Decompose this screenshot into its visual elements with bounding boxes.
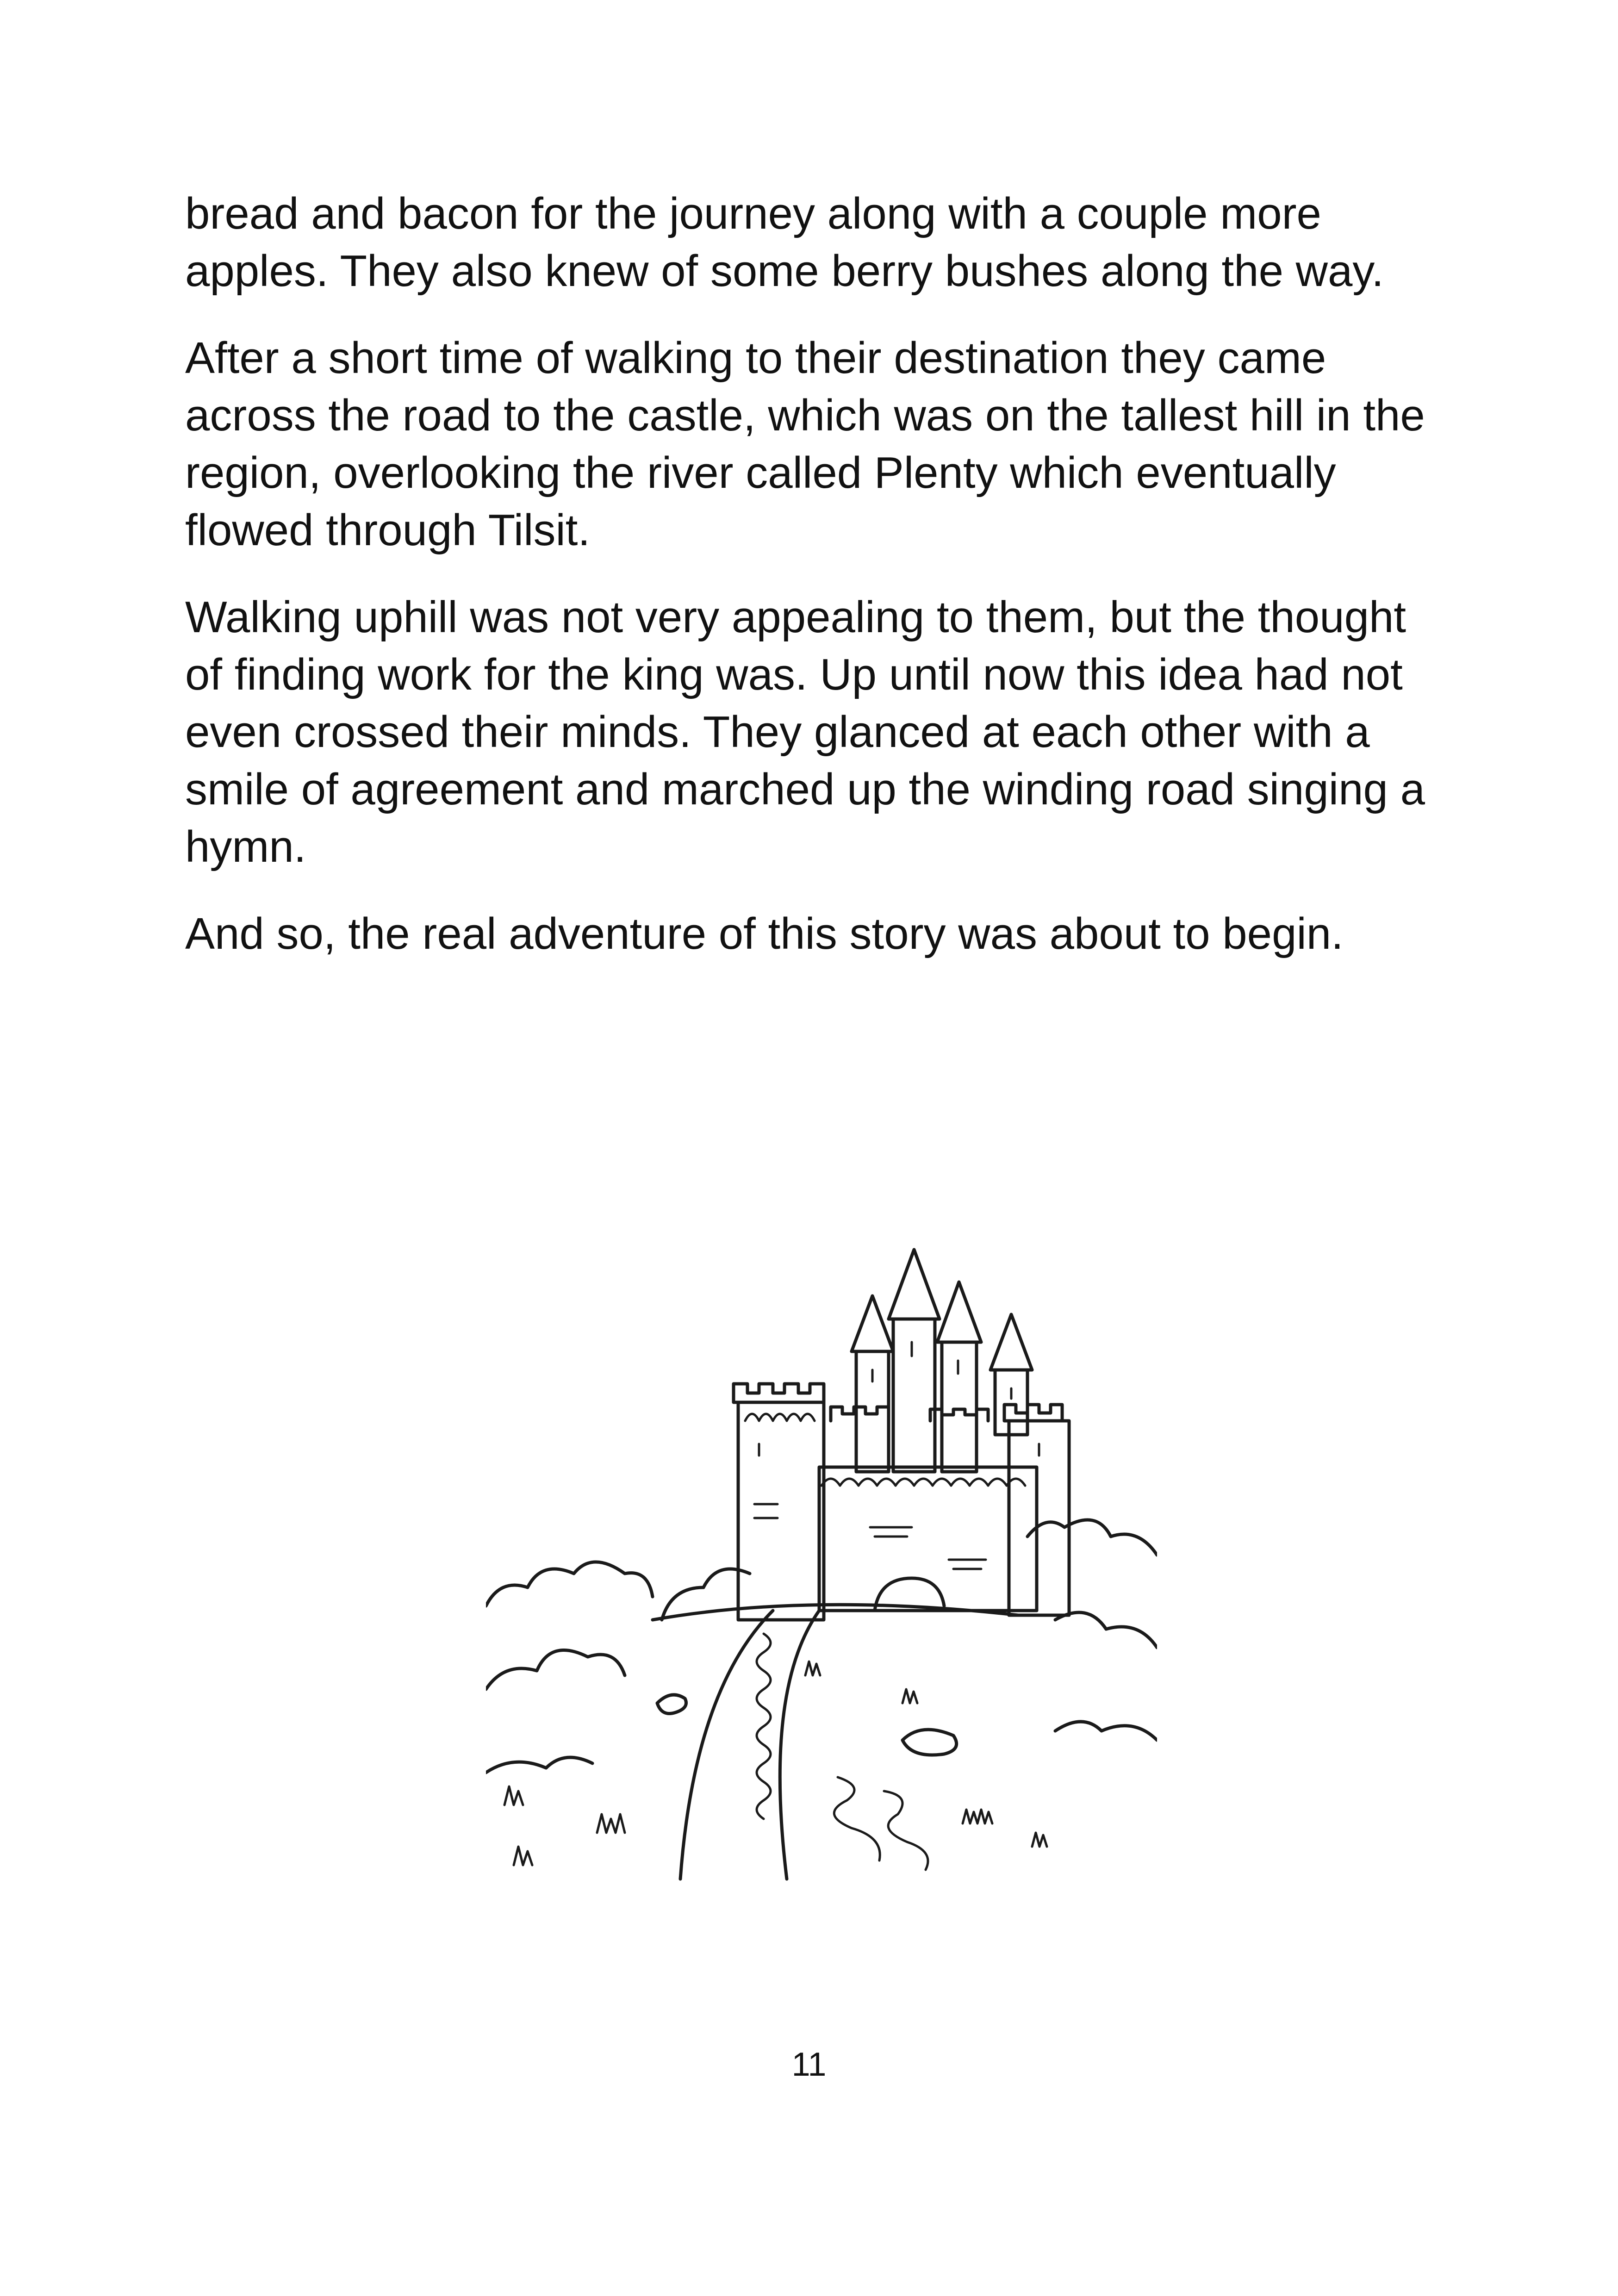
paragraph-1: bread and bacon for the journey along with a couple more apples. They also knew of some berry bushes along the way. (185, 189, 1384, 296)
paragraph-2: After a short time of walking to their destination they came across the road to the castle, which was on the tallest hill in the region, overlooking the river called Plenty which eventually flowed through Tilsit. (185, 333, 1425, 555)
paragraph-4: And so, the real adventure of this story was about to begin. (185, 909, 1344, 958)
page-number: 11 (791, 2046, 827, 2083)
castle-on-hill-icon (486, 1203, 1157, 1888)
paragraph-3: Walking uphill was not very appealing to them, but the thought of finding work for the king was. Up until now this idea had not even crossed their minds. They glanced at each other with a smile of agreement and marched up the winding road singing a hymn. (185, 592, 1425, 871)
story-text (185, 185, 1444, 992)
castle-illustration (486, 1203, 1157, 1888)
